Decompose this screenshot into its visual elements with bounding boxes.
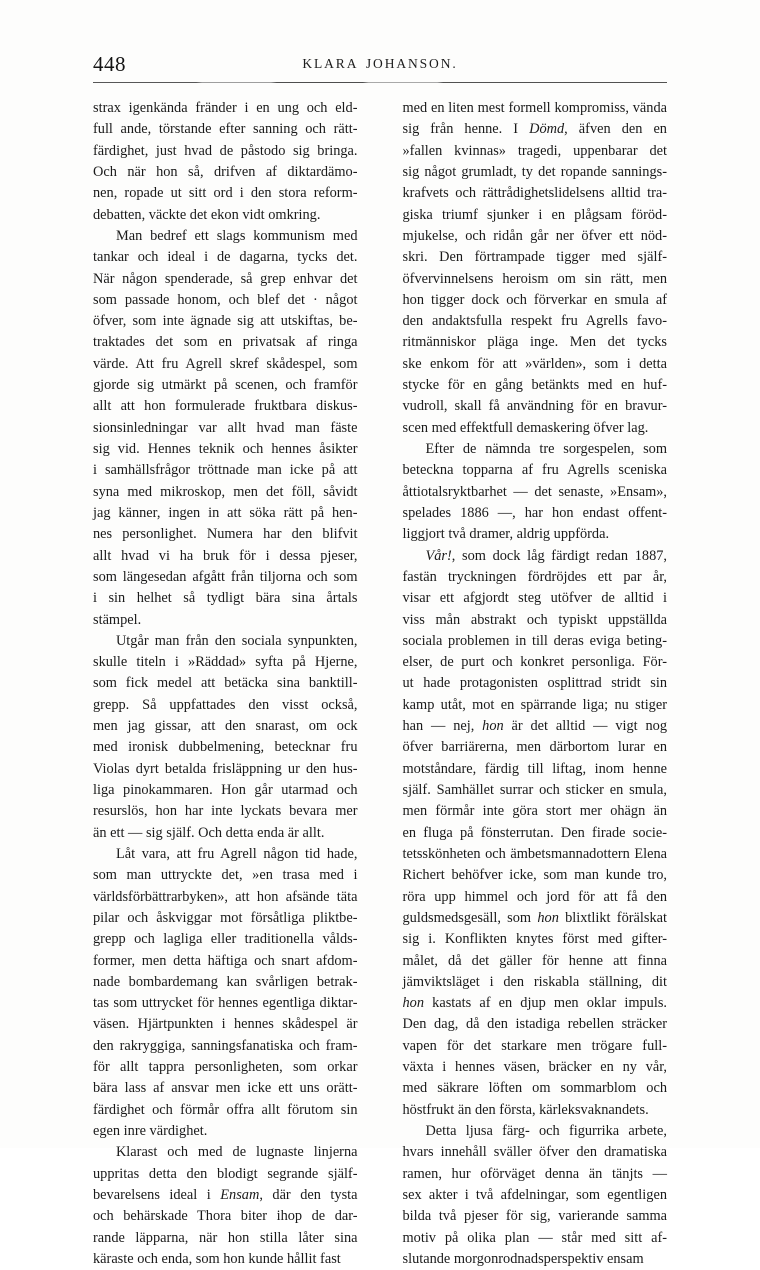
text-line: han — nej, hon är det alltid — vigt nog [402, 718, 668, 735]
text-line: nes personlighet. Numera har den blifvit [93, 526, 358, 543]
text-line: spelades 1886 —, har hon endast offent- [402, 504, 667, 521]
text-line: stycke för en gång betänkts med en huf- [402, 377, 667, 394]
text-line: Låt vara, att fru Agrell någon tid hade, [115, 845, 358, 862]
text-line: tas som uttrycket för hennes egentliga diktar- [93, 995, 358, 1012]
text-line: höstfrukt än den första, kärleksvaknandets. [402, 1101, 649, 1118]
text-line: sig i. Konflikten knytes först med gifter- [402, 931, 667, 948]
text-line: käraste och enda, som hon kunde hållit fast [93, 1250, 341, 1267]
text-line: men jag gissar, att den snarast, om ock [93, 718, 358, 735]
text-line: grepp och lagliga eller traditionella vålds- [93, 931, 358, 948]
text-line: slutande morgonrodnadsperspektiv ensam [402, 1250, 644, 1267]
text-line: åttiotalsryktbarhet — det senaste, »Ensam», [402, 483, 667, 500]
text-line: Detta ljusa färg- och figurrika arbete, [425, 1123, 667, 1139]
text-line: bevarelsens ideal i Ensam, där den tysta [93, 1186, 358, 1203]
text-line: Och när hon så, drifven af diktardämo- [93, 163, 358, 180]
text-line: kamp utåt, mot en spärrande liga; nu stiger [402, 696, 667, 713]
text-line: en fluga på fönsterrutan. Den firade socie- [402, 824, 667, 841]
text-line: uppritas detta den blodigt segrande själf- [93, 1165, 358, 1182]
text-line: grepp. Så uppfattades den visst också, [93, 696, 358, 713]
text-line: ske enkom för att »världen», som i detta [402, 355, 667, 372]
text-line: fastän tryckningen fördröjdes ett par år, [402, 568, 667, 585]
text-line: skri. Den förtrampade tigger med själf- [402, 249, 667, 266]
text-line: för allt tappra personligheten, som orkar [93, 1059, 358, 1076]
text-line: värde. Att fru Agrell skref skådespel, som [93, 355, 358, 372]
text-line: bilda två pjeser för sig, varierande samma [402, 1208, 667, 1225]
text-line: liggjort två dramer, aldrig uppförda. [402, 526, 610, 543]
paragraph [93, 98, 358, 226]
text-line: syna med mikroskop, men det föll, såvidt [93, 483, 358, 500]
text-line: ut hade protagonisten osplittrad stridt sin [402, 675, 667, 692]
text-line: pilar och åskviggar mot försåtliga pliktbe- [93, 909, 358, 926]
text-line: ramen, hur oförväget denna än tänjts — [402, 1165, 667, 1182]
text-line: jag känner, ingen in att söka rätt på hen- [93, 504, 358, 521]
text-line: hon kastats af en djup men oklar impuls. [402, 995, 667, 1012]
text-line: allt att hon formulerade fruktbara diskus- [93, 398, 358, 415]
text-line: allt hvad vi ha bruk för i dessa pjeser, [93, 547, 358, 564]
text-line: guldsmedsgesäll, som hon blixtlikt förälskat [402, 909, 667, 926]
text-line: öfver, som inte ägnade sig att utskiftas, be- [93, 313, 358, 330]
text-line: tetsskönheten och ämbetsmannadottern Elena [402, 845, 667, 862]
text-line: i samhällsfrågor tröttnade man icke på att [93, 462, 358, 479]
text-line: jämviktsläget i den riskabla ställning, dit [402, 973, 667, 990]
text-line: med en liten mest formell kompromiss, vända [402, 100, 667, 116]
text-line: Utgår man från den sociala synpunkten, [115, 632, 358, 649]
text-line: Efter de nämnda tre sorgespelen, som [425, 441, 667, 457]
text-line: strax igenkända fränder i en ung och eld- [93, 100, 358, 116]
text-line: den andaktsfulla respekt fru Agrells favo- [402, 313, 667, 330]
header-rule [93, 82, 667, 83]
text-line: ritmänniskor pläga inge. Men det tycks [402, 334, 667, 351]
text-line: och behärskade Thora biter ihop de dar- [93, 1208, 358, 1225]
text-line: Richert behöfver icke, som man kunde tro, [402, 867, 667, 884]
text-line: sig från henne. I Dömd, äfven den en [402, 121, 667, 138]
text-body [93, 98, 668, 1267]
text-line: målet, då det gäller för henne att finna [402, 952, 667, 969]
text-line: Violas dyrt betalda frisläppning ur den hus- [93, 760, 358, 777]
text-line: »fallen kvinnas» tragedi, uppenbarar det [402, 142, 667, 159]
page-number: 448 [93, 52, 126, 76]
text-line: sociala problemen in till deras eviga beting- [402, 632, 667, 649]
text-line: med säkrare löften om sommarblom och [402, 1080, 667, 1097]
text-line: resurslös, hon har inte lyckats bevara mer [93, 803, 358, 820]
text-line: men förmår inte göra stort mer ohägn än [402, 803, 667, 820]
text-line: än ett — sig själf. Och detta enda är allt. [93, 824, 325, 841]
text-line: motiv på olika plan — står med sitt af- [402, 1229, 667, 1246]
text-line: vapen för det starkare men trögare full- [402, 1037, 667, 1054]
text-line: visar ett afgjordt steg utöfver de alltid i [402, 590, 667, 607]
text-line: skulle titeln i »Räddad» syfta på Hjerne, [93, 654, 358, 671]
text-line: motståndare, färdig till liftag, inom henne [402, 760, 667, 777]
text-line: Klarast och med de lugnaste linjerna [115, 1144, 358, 1161]
text-line: hvars innehåll sväller öfver den dramatiska [402, 1144, 667, 1161]
text-line: öfver barriärerna, men därbortom lurar en [402, 739, 667, 756]
text-line: former, men detta häftiga och snart afdom- [93, 952, 358, 969]
running-head-title: KLARA JOHANSON. [302, 56, 458, 71]
text-line: själf. Samhället surrar och sticker en smula, [402, 782, 667, 798]
paragraph [403, 546, 668, 1121]
paragraph [93, 844, 358, 1142]
text-line: växta i hennes väsen, bräcker en ny vår, [402, 1059, 667, 1076]
column-right [402, 98, 668, 1267]
text-line: som fick medel att betäcka sina banktill- [93, 675, 358, 692]
text-line: beteckna topparna af fru Agrells sceniska [402, 462, 667, 479]
text-line: nade bombardemang kan svårligen betrak- [93, 973, 358, 990]
text-line: färdighet, just hvad de påstodo sig bringa. [93, 142, 358, 159]
text-line: vudroll, skall få användning för en bravur- [402, 398, 667, 415]
text-line: bära lass af ansvar men icke ett uns orätt- [93, 1080, 358, 1097]
text-line: väsen. Hjärtpunkten i hennes skådespel är [93, 1016, 358, 1033]
text-line: som man uttryckte det, »en trasa med i [93, 867, 358, 884]
paragraph [93, 631, 358, 844]
column-left [93, 98, 358, 1267]
text-line: När någon spenderade, så grep enhvar det [93, 270, 358, 287]
text-line: scen med effektfull demaskering öfver lag. [402, 419, 649, 436]
text-line: med ironisk dubbelmening, betecknar fru [93, 739, 358, 756]
paragraph [93, 1142, 358, 1270]
text-line: den rakryggiga, sanningsfanatiska och fram- [93, 1037, 358, 1054]
text-line: sig vid. Hennes teknik och hennes åsikter [93, 441, 358, 457]
text-line: sionsinledningar var allt hvad man fäste [93, 419, 358, 436]
text-line: röra upp himmel och jord för att få den [402, 888, 667, 905]
running-head [93, 52, 667, 78]
text-line: krafvets och rättrådighetslidelsens alltid tra- [402, 185, 667, 202]
text-line: i sin helhet så tydligt bära sina årtals [93, 590, 358, 607]
text-line: öfvervinnelsens heroism om sin rätt, men [402, 270, 667, 287]
paragraph [403, 98, 668, 439]
text-line: hon tigger dock och förverkar en smula af [402, 291, 667, 308]
text-line: Man bedref ett slags kommunism med [115, 227, 358, 244]
paragraph [403, 1121, 668, 1270]
paragraph [93, 226, 358, 631]
text-line: traktades det som en privatsak af ringa [93, 334, 358, 351]
text-line: färdighet och förmår offra allt förutom sin [93, 1101, 358, 1118]
text-line: rande läpparna, när hon stilla låter sina [93, 1229, 358, 1246]
text-line: världsförbättrarbyken», att hon afsände täta [93, 888, 358, 905]
text-line: Vår!, som dock låg färdigt redan 1887, [425, 547, 667, 564]
text-line: som längesedan afgått från tiljorna och som [93, 568, 358, 585]
text-line: mjukelse, och ridån går ner öfver ett nöd- [402, 227, 667, 244]
text-line: full ande, törstande efter sanning och rätt- [93, 121, 358, 138]
text-line: sex akter i två afdelningar, som egentligen [402, 1186, 667, 1203]
text-line: nen, ropade ut sitt ord i den stora reform- [93, 185, 358, 202]
text-line: debatten, väckte det ekon vidt omkring. [93, 206, 321, 223]
text-line: stämpel. [93, 611, 142, 628]
text-line: gjorde sig utmärkt på scenen, och framför [93, 377, 358, 394]
text-line: som passade honom, och blef det · något [93, 291, 358, 308]
text-line: Den dag, då den istadiga rebellen sträcker [402, 1016, 667, 1033]
text-line: viss mån abstrakt och typiskt uppställda [402, 611, 667, 628]
text-line: elser, de purt och konkret personliga. För- [402, 654, 667, 671]
text-line: egen inre värdighet. [93, 1123, 208, 1139]
text-line: liga pinokammaren. Hon går utarmad och [93, 782, 358, 798]
paragraph [403, 439, 668, 546]
text-line: sig något grumladt, ty det ropande sannings- [402, 163, 667, 180]
text-line: giska triumf sjunker i en plågsam föröd- [402, 206, 667, 223]
text-line: tankar och ideal i de dagarna, tycks det. [93, 249, 358, 266]
